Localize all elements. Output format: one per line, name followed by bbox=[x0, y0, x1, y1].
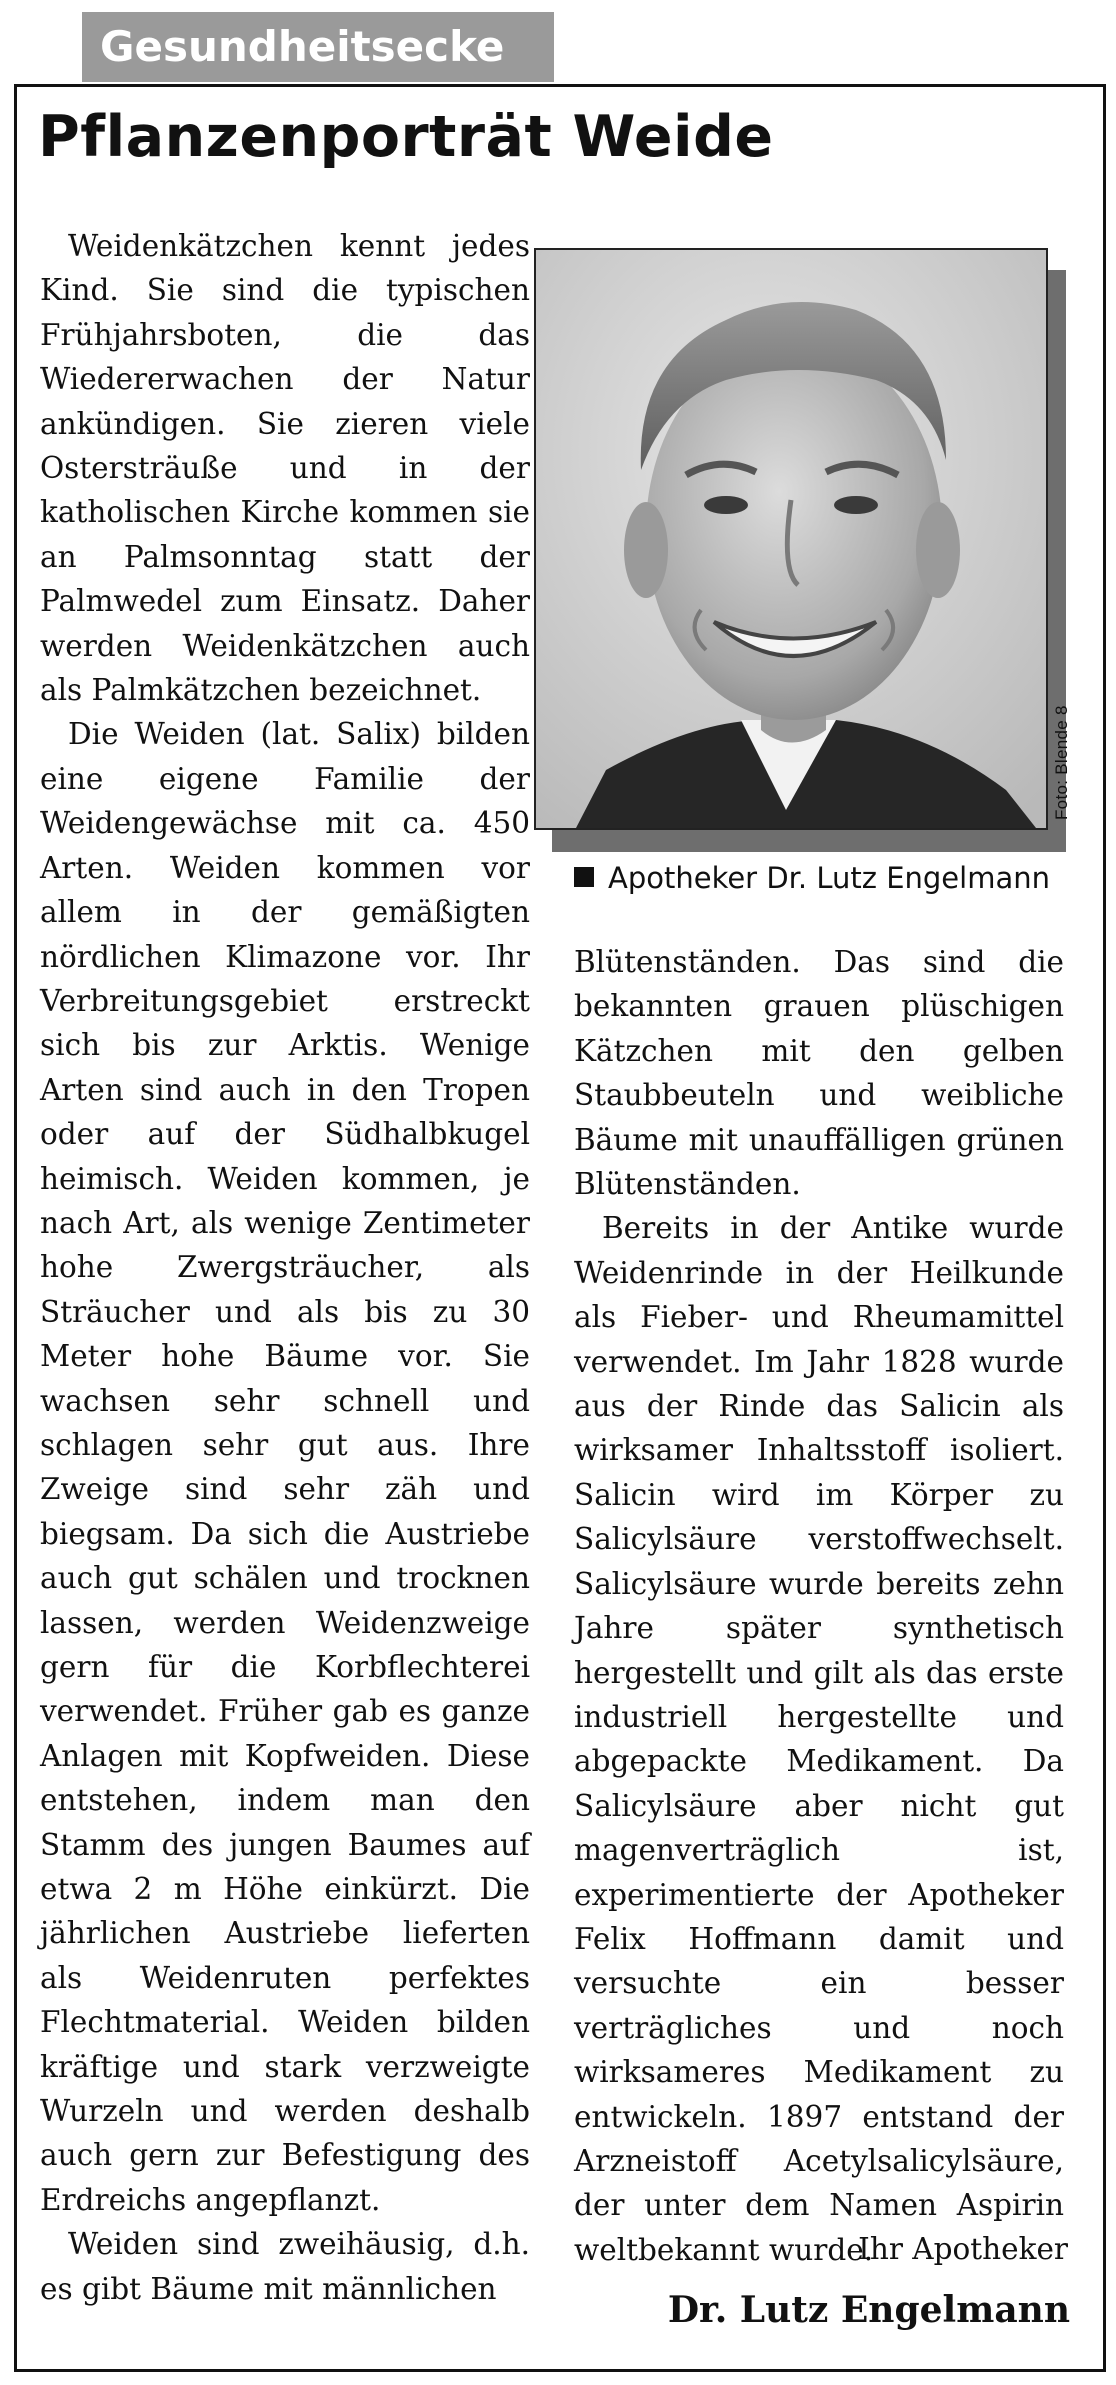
signature-line: Ihr Apotheker bbox=[858, 2232, 1068, 2266]
left-column bbox=[40, 224, 530, 2311]
right-column bbox=[574, 940, 1064, 2272]
paragraph: Weidenkätzchen kennt jedes Kind. Sie sind die typischen Frühjahrsboten, die das Wiedererwachen der Natur ankündigen. Sie zieren viele Ostersträuße und in der katholischen Kirche kommen sie an Palmsonntag statt der Palmwedel zum Einsatz. Daher werden Weidenkätzchen auch als Palmkätzchen bezeichnet. bbox=[40, 229, 530, 708]
photo-caption bbox=[574, 858, 1050, 898]
article-headline: Pflanzenporträt Weide bbox=[38, 104, 774, 170]
photo-credit: Foto: Blende 8 bbox=[1052, 705, 1071, 820]
caption-square-icon bbox=[574, 867, 594, 887]
paragraph: Weiden sind zweihäusig, d.h. es gibt Bäume mit männlichen bbox=[40, 2227, 530, 2306]
caption-text: Apotheker Dr. Lutz Engelmann bbox=[608, 861, 1050, 895]
paragraph: Die Weiden (lat. Salix) bilden eine eigene Familie der Weidengewächse mit ca. 450 Arten. Weiden kommen vor allem in der gemäßigten nördlichen Klimazone vor. Ihr Verbreitungsgebiet erstreckt sich bis zur Arktis. Wenige Arten sind auch in den Tropen oder auf der Südhalbkugel heimisch. Weiden kommen, je nach Art, als wenige Zentimeter hohe Zwergsträucher, als Sträucher und als bis zu 30 Meter hohe Bäume vor. Sie wachsen sehr schnell und schlagen sehr gut aus. Ihre Zweige sind sehr zäh und biegsam. Da sich die Austriebe auch gut schälen und trocknen lassen, werden Weidenzweige gern für die Korbflechterei verwendet. Früher gab es ganze Anlagen mit Kopfweiden. Diese entstehen, indem man den Stamm des jungen Baumes auf etwa 2 m Höhe einkürzt. Die jährlichen Austriebe lieferten als Weidenruten perfektes Flechtmaterial. Weiden bilden kräftige und stark verzweigte Wurzeln und werden deshalb auch gern zur Befestigung des Erdreichs angepflanzt. bbox=[40, 717, 530, 2217]
section-tab: Gesundheitsecke bbox=[82, 12, 554, 82]
paragraph: Bereits in der Antike wurde Weidenrinde in der Heilkunde als Fieber- und Rheumamittel verwendet. Im Jahr 1828 wurde aus der Rinde das Salicin als wirksamer Inhaltsstoff isoliert. Salicin wird im Körper zu Salicylsäure verstoffwechselt. Salicylsäure wurde bereits zehn Jahre später synthetisch hergestellt und gilt als das erste industriell hergestellte und abgepackte Medikament. Da Salicylsäure aber nicht gut magenverträglich ist, experimentierte der Apotheker Felix Hoffmann damit und versuchte ein besser verträgliches und noch wirksameres Medikament zu entwickeln. 1897 entstand der Arzneistoff Acetylsalicylsäure, der unter dem Namen Aspirin weltbekannt wurde. bbox=[574, 1211, 1064, 2267]
signature-name: Dr. Lutz Engelmann bbox=[667, 2289, 1070, 2331]
portrait-illustration bbox=[536, 250, 1046, 828]
portrait-photo bbox=[534, 248, 1048, 830]
paragraph: Blütenständen. Das sind die bekannten grauen plüschigen Kätzchen mit den gelben Staubbeuteln und weibliche Bäume mit unauffälligen grünen Blütenständen. bbox=[574, 945, 1064, 1202]
